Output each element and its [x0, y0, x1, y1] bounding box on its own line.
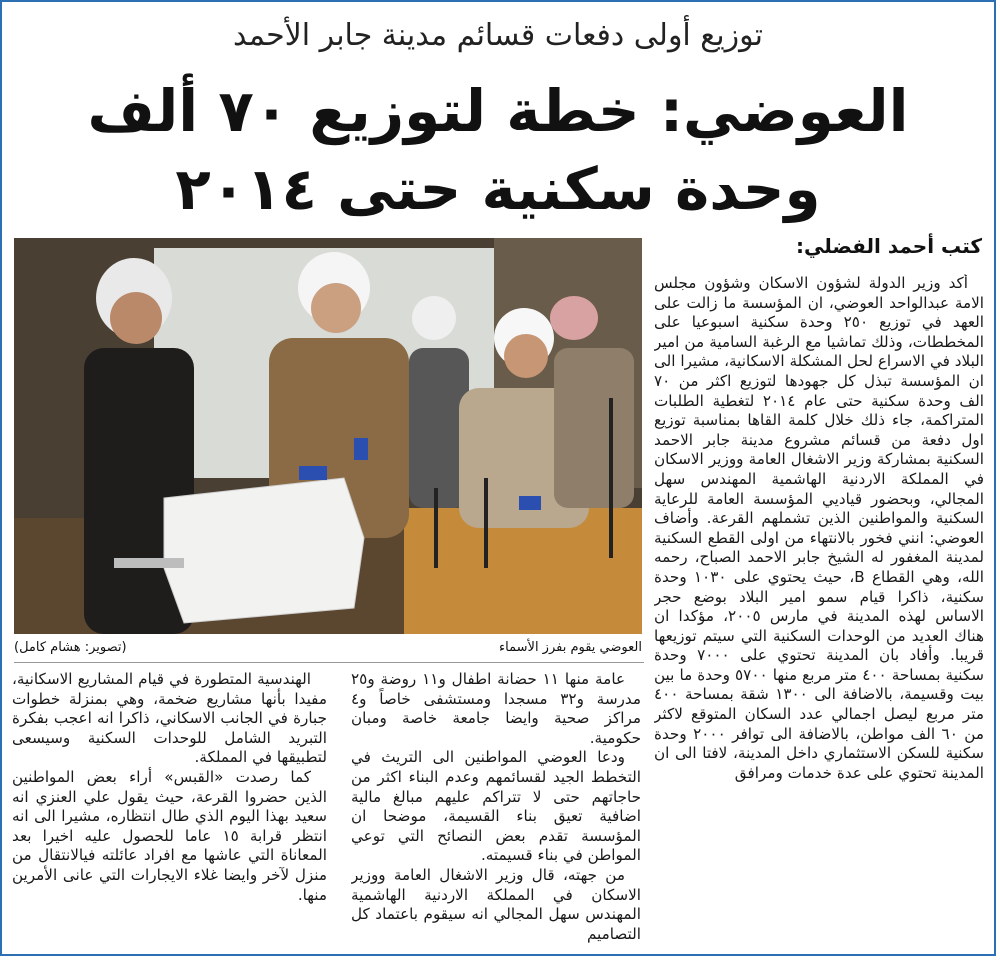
article-column-middle [351, 670, 641, 945]
paragraph: عامة منها ١١ حضانة اطفال و١١ روضة و٢٥ مدرسة و٣٢ مسجدا ومستشفى خاصاً و٤ مراكز صحية وايضا جامعة خاصة ومبان حكومية. [351, 670, 641, 747]
kicker-subheadline: توزيع أولى دفعات قسائم مدينة جابر الأحمد [233, 18, 763, 53]
photo-caption: العوضي يقوم بفرز الأسماء [499, 640, 642, 655]
article-column-right [654, 274, 984, 944]
photo-caption-bar [14, 638, 642, 660]
headline-line-2: وحدة سكنية حتى ٢٠١٤ [175, 155, 821, 223]
paragraph: أكد وزير الدولة لشؤون الاسكان وشؤون مجلس الامة عبدالواحد العوضي، ان المؤسسة ما زالت على العهد في توزيع ٢٥٠ وحدة سكنية اسبوعيا على المخططات، وذلك تماشيا مع الرغبة السامية من امير البلاد في الاسراع لحل المشكلة الاسكانية، مشيرا الى ان المؤسسة تبذل كل جهودها لتوزيع اكثر من ٧٠ الف وحدة سكنية حتى عام ٢٠١٤ لتغطية الطلبات المتراكمة، جاء ذلك خلال كلمة القاها بمناسبة توزيع اول دفعة من قسائم مشروع مدينة جابر الاحمد السكنية بمشاركة وزير الاشغال العامة ووزير الاسكان في المملكة الاردنية الهاشمية المهندس سهل المجالي، وبحضور قياديي المؤسسة العامة للرعاية السكنية والمواطنين الذين تشملهم القرعة. وأضاف العوضي: انني فخور بالانتهاء من اولى القطع السكنية لمدينة المغفور له الشيخ جابر الاحمد الصباح، رحمه الله، وهي القطاع B، حيث يحتوي على ١٠٣٠ وحدة سكنية، ذاكرا قيام سمو امير البلاد بوضع حجر الاساس لهذه المدينة في مارس ٢٠٠٥، مؤكدا ان هناك العديد من الوحدات السكنية التي سيتم توزيعها قريبا. وأفاد بان المدينة تحتوي على ٧٠٠٠ وحدة سكنية بمساحة ٤٠٠ متر مربع منها ٥٧٠٠ وحدة ما بين بيت وقسيمة، بالاضافة الى ١٣٠٠ شقة بمساحة ٤٠٠ متر مربع ليصل اجمالي عدد السكان المتوقع لاكثر من ٦٠ الف مواطن، بالاضافة الى توافر ٢٠٠٠ وحدة سكنية للسكن الاستثماري داخل المدينة، لافتا الى ان المدينة تحتوي على عدة خدمات ومرافق [654, 274, 984, 782]
paragraph: كما رصدت «القبس» أراء بعض المواطنين الذين حضروا القرعة، حيث يقول علي العنزي انه سعيد بهذا اليوم الذي طال انتظاره، مشيرا الى انه انتظر قرابة ١٥ عاما للحصول عليه اخيرا بعد المعاناة التي عاشها مع افراد عائلته فيالانتقال من منزل لآخر وايضا غلاء الايجارات التي عانى الأمرين منها. [12, 767, 327, 904]
paragraph: من جهته، قال وزير الاشغال العامة ووزير الاسكان في المملكة الاردنية الهاشمية المهندس سهل المجالي انه سيقوم باعتماد كل التصاميم [351, 865, 641, 943]
article-column-left [12, 670, 327, 945]
divider [14, 662, 644, 663]
byline: كتب أحمد الفضلي: [796, 234, 982, 258]
photo-credit: (تصوير: هشام كامل) [14, 640, 127, 655]
news-photo [14, 238, 642, 634]
paragraph: ودعا العوضي المواطنين الى التريث في التخطط الجيد لقسائمهم وعدم البناء اكثر من حاجاتهم حتى لا تتراكم عليهم مبالغ مالية اضافية تعيق بناء القسيمة، موضحا ان المؤسسة تقدم بعض النصائح التي توعي المواطن في بناء قسيمته. [351, 748, 641, 865]
main-headline [2, 72, 994, 228]
headline-line-1: العوضي: خطة لتوزيع ٧٠ ألف [87, 77, 909, 145]
paragraph: الهندسية المتطورة في قيام المشاريع الاسكانية، مفيدا بأنها مشاريع ضخمة، وهي بمنزلة خطوات جبارة في الجانب الاسكاني، ذاكرا انه اعجب بفكرة التبريد الشامل للوحدات السكنية وسيسعى لتطبيقها في المملكة. [12, 670, 327, 767]
